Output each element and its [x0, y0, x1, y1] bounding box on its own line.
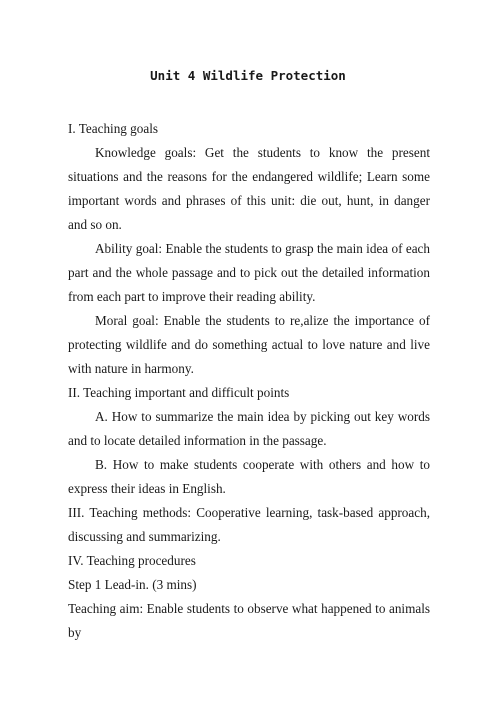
paragraph-teaching-aim: Teaching aim: Enable students to observe what happened to animals by [68, 601, 430, 640]
paragraph-point-b: B. How to make students cooperate with others and how to express their ideas in English. [68, 457, 430, 496]
document-title: Unit 4 Wildlife Protection [150, 68, 346, 83]
section-heading-teaching-methods: III. Teaching methods: Cooperative learning, task-based approach, discussing and summarizing. [68, 505, 430, 544]
section-heading-important-points: II. Teaching important and difficult points [68, 385, 290, 400]
step-heading-lead-in: Step 1 Lead-in. (3 mins) [68, 577, 197, 592]
paragraph-point-a: A. How to summarize the main idea by picking out key words and to locate detailed information in the passage. [68, 409, 430, 448]
section-heading-teaching-goals: I. Teaching goals [68, 121, 159, 136]
document-body [68, 117, 430, 645]
section-heading-teaching-procedures: IV. Teaching procedures [68, 553, 196, 568]
paragraph-knowledge-goals: Knowledge goals: Get the students to know the present situations and the reasons for the endangered wildlife; Learn some important words and phrases of this unit: die out, hunt, in danger and so on. [68, 145, 430, 232]
paragraph-moral-goal: Moral goal: Enable the students to re,alize the importance of protecting wildlife and do something actual to love nature and live with nature in harmony. [68, 313, 430, 376]
paragraph-ability-goal: Ability goal: Enable the students to grasp the main idea of each part and the whole passage and to pick out the detailed information from each part to improve their reading ability. [68, 241, 430, 304]
